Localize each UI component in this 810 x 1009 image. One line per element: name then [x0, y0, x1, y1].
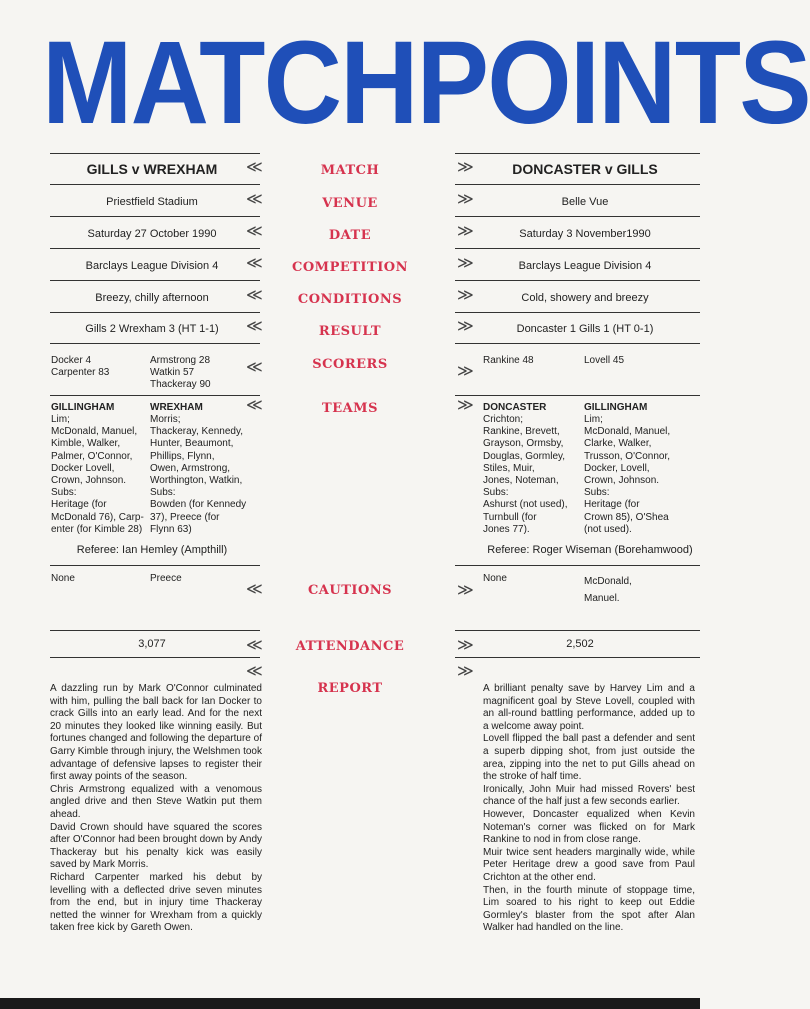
right-report: [483, 683, 695, 935]
right-attendance: 2,502: [566, 638, 594, 650]
right-arrow-icon: ≫: [457, 663, 474, 680]
left-arrow-icon: ≪: [246, 223, 263, 240]
right-team-a-lineup: Crichton; Rankine, Brevett, Grayson, Ormsby, Douglas, Gormley, Stiles, Muir, Jones, Noteman, Subs: Ashurst (not used), Turnbull (for Jones 77).: [483, 414, 568, 535]
right-competition: Barclays League Division 4: [518, 260, 652, 272]
divider: [455, 248, 700, 249]
divider: [50, 280, 260, 281]
divider: [455, 153, 700, 154]
right-referee: Referee: Roger Wiseman (Borehamwood): [487, 544, 693, 556]
right-cautions-home: None: [483, 573, 507, 584]
divider: [50, 565, 260, 566]
divider: [50, 184, 260, 185]
left-arrow-icon: ≪: [246, 637, 263, 654]
right-scorers-home: Rankine 48: [483, 355, 534, 366]
right-team-a-name: DONCASTER: [483, 402, 547, 413]
report-paragraph: Lovell flipped the ball past a defender and sent a superb dipping shot, from just outside the area, zipping into the net to put Gills ahead on the stroke of half time.: [483, 733, 695, 783]
left-match: GILLS v WREXHAM: [86, 161, 218, 177]
right-venue: Belle Vue: [561, 196, 609, 208]
left-result: Gills 2 Wrexham 3 (HT 1-1): [85, 323, 219, 335]
report-paragraph: Chris Armstrong equalized with a venomous angled drive and then Steve Watkin put them ahead.: [50, 783, 262, 820]
right-arrow-icon: ≫: [457, 191, 474, 208]
divider: [50, 248, 260, 249]
right-arrow-icon: ≫: [457, 159, 474, 176]
label-competition: COMPETITION: [292, 260, 408, 275]
left-venue: Priestfield Stadium: [106, 196, 198, 208]
divider: [455, 657, 700, 658]
label-cautions: CAUTIONS: [307, 583, 393, 598]
report-paragraph: Muir twice sent headers marginally wide, while Peter Heritage drew a good save from Paul Crichton at the other end.: [483, 846, 695, 883]
divider: [50, 153, 260, 154]
report-paragraph: A brilliant penalty save by Harvey Lim and a magnificent goal by Steve Lovell, coupled with an all-round battling performance, added up to a welcome away point.: [483, 683, 695, 732]
left-cautions-home: None: [51, 573, 75, 584]
left-date: Saturday 27 October 1990: [87, 228, 217, 240]
divider: [455, 343, 700, 344]
right-team-b-name: GILLINGHAM: [584, 402, 648, 413]
report-paragraph: David Crown should have squared the scores after O'Connor had been brought down by Andy Thackeray but his penalty kick was easily saved by Mark Morris.: [50, 821, 262, 871]
left-scorers-away: Armstrong 28 Watkin 57 Thackeray 90: [150, 355, 211, 391]
right-arrow-icon: ≫: [457, 255, 474, 272]
right-team-b-lineup: Lim; McDonald, Manuel, Clarke, Walker, Trusson, O'Connor, Docker, Lovell, Crown, Johnson. Subs: Heritage (for Crown 85), O'Shea (not used).: [584, 414, 671, 535]
right-arrow-icon: ≫: [457, 287, 474, 304]
right-arrow-icon: ≫: [457, 582, 474, 599]
label-venue: VENUE: [322, 196, 378, 211]
left-arrow-icon: ≪: [246, 318, 263, 335]
right-conditions: Cold, showery and breezy: [521, 292, 649, 304]
left-arrow-icon: ≪: [246, 159, 263, 176]
report-paragraph: However, Doncaster equalized when Kevin Noteman's corner was flicked on for Mark Rankine to nod in from close range.: [483, 808, 695, 846]
left-team-a-lineup: Lim; McDonald, Manuel, Kimble, Walker, Palmer, O'Connor, Docker Lovell, Crown, Johnson. Subs: Heritage (for McDonald 76), Carp- enter (for Kimble 28): [51, 414, 144, 535]
divider: [455, 395, 700, 396]
label-conditions: CONDITIONS: [297, 292, 403, 307]
masthead: [0, 0, 810, 150]
page-bottom-edge: [0, 998, 700, 1009]
divider: [50, 343, 260, 344]
left-arrow-icon: ≪: [246, 191, 263, 208]
right-cautions-away: McDonald, Manuel.: [584, 576, 632, 604]
left-attendance: 3,077: [138, 638, 166, 650]
divider: [455, 630, 700, 631]
left-referee: Referee: Ian Hemley (Ampthill): [76, 544, 228, 556]
page-title: MATCHPOINTS: [42, 17, 810, 149]
left-arrow-icon: ≪: [246, 359, 263, 376]
right-arrow-icon: ≫: [457, 223, 474, 240]
left-arrow-icon: ≪: [246, 581, 263, 598]
left-arrow-icon: ≪: [246, 287, 263, 304]
right-arrow-icon: ≫: [457, 397, 474, 414]
left-team-a-name: GILLINGHAM: [51, 402, 115, 413]
report-paragraph: A dazzling run by Mark O'Connor culminated with him, pulling the ball back for Ian Docker to crack Gills into an early lead. And for the next 20 minutes they looked like winning easily. But fortunes changed and following the departure of Garry Kimble through injury, the Welshmen took advantage of defensive lapses to register their first away points of the season.: [50, 683, 262, 783]
divider: [455, 216, 700, 217]
report-paragraph: Richard Carpenter marked his debut by levelling with a deflected drive seven minutes from the end, but in injury time Thackeray netted the winner for Wrexham from a quickly taken free kick by Gareth Owen.: [50, 871, 262, 934]
right-date: Saturday 3 November1990: [519, 228, 651, 240]
left-arrow-icon: ≪: [246, 663, 263, 680]
left-arrow-icon: ≪: [246, 397, 263, 414]
right-result: Doncaster 1 Gills 1 (HT 0-1): [516, 323, 654, 335]
left-report: [50, 683, 262, 935]
divider: [455, 565, 700, 566]
divider: [455, 280, 700, 281]
left-conditions: Breezy, chilly afternoon: [95, 292, 209, 304]
left-cautions-away: Preece: [150, 573, 182, 584]
report-paragraph: Then, in the fourth minute of stoppage time, Lim soared to his right to keep out Eddie Gormley's blaster from the spot after Alan Walker had handled on the line.: [483, 884, 695, 934]
label-teams: TEAMS: [322, 401, 378, 416]
divider: [50, 395, 260, 396]
divider: [50, 312, 260, 313]
divider: [50, 630, 260, 631]
left-scorers-home: Docker 4 Carpenter 83: [51, 355, 110, 379]
label-match: MATCH: [320, 163, 380, 178]
report-paragraph: Ironically, John Muir had missed Rovers' best chance of the half just a few seconds earlier.: [483, 783, 695, 808]
right-arrow-icon: ≫: [457, 318, 474, 335]
right-match: DONCASTER v GILLS: [512, 161, 658, 177]
right-scorers-away: Lovell 45: [584, 355, 625, 366]
left-competition: Barclays League Division 4: [85, 260, 219, 272]
label-report: REPORT: [317, 681, 383, 696]
divider: [455, 312, 700, 313]
divider: [50, 657, 260, 658]
label-attendance: ATTENDANCE: [295, 639, 405, 654]
right-arrow-icon: ≫: [457, 363, 474, 380]
divider: [50, 216, 260, 217]
left-team-b-lineup: Morris; Thackeray, Kennedy, Hunter, Beaumont, Phillips, Flynn, Owen, Armstrong, Worthington, Watkin, Subs: Bowden (for Kennedy 37), Preece (for Flynn 63): [150, 414, 247, 535]
label-result: RESULT: [318, 324, 382, 339]
left-arrow-icon: ≪: [246, 255, 263, 272]
divider: [455, 184, 700, 185]
left-team-b-name: WREXHAM: [150, 402, 203, 413]
label-scorers: SCORERS: [312, 357, 388, 372]
label-date: DATE: [328, 228, 372, 243]
right-arrow-icon: ≫: [457, 637, 474, 654]
